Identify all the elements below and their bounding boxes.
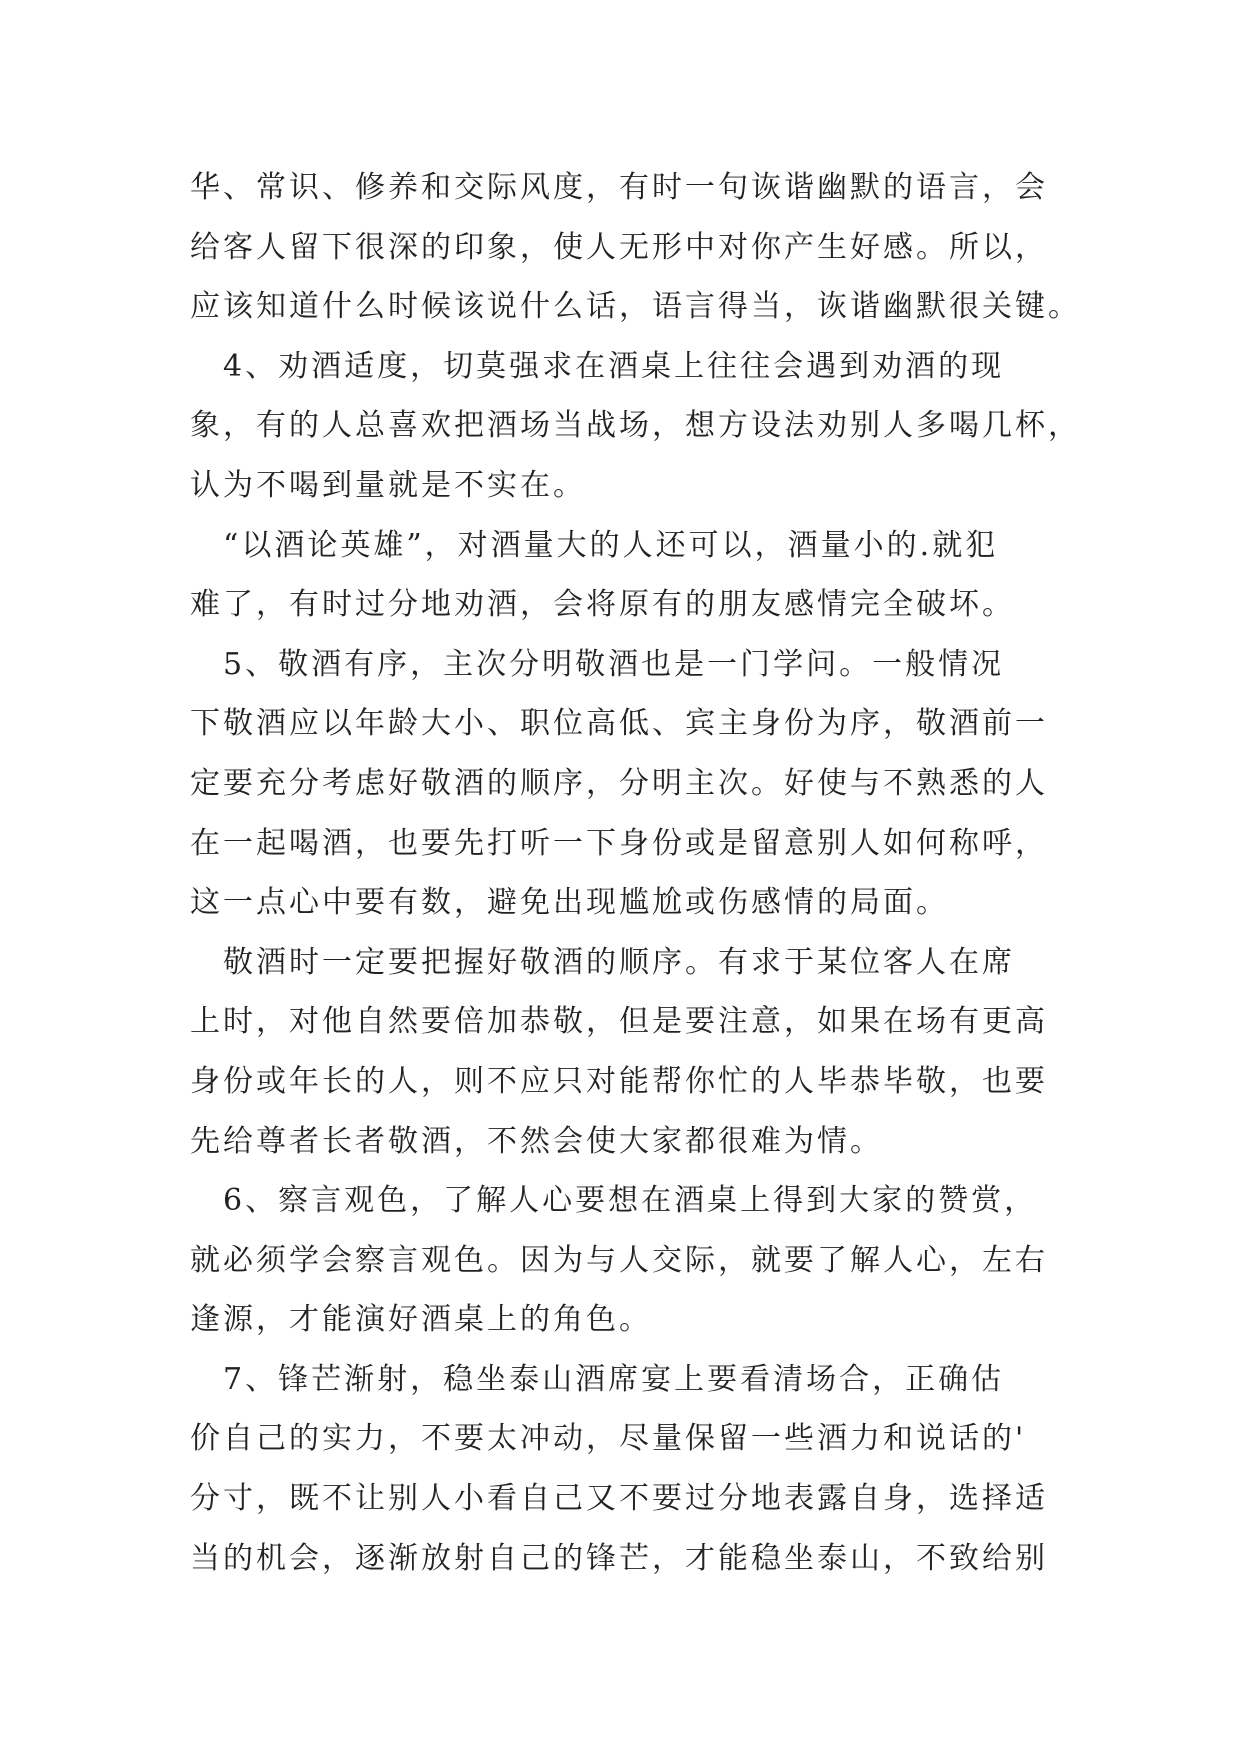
text-line: 上时，对他自然要倍加恭敬，但是要注意，如果在场有更高 xyxy=(190,1004,1048,1040)
text-line: 7、锋芒渐射，稳坐泰山酒席宴上要看清场合，正确估 xyxy=(190,1361,1005,1397)
text-line: 认为不喝到量就是不实在。 xyxy=(190,467,586,503)
document-body xyxy=(190,158,1081,1588)
text-line: 下敬酒应以年龄大小、职位高低、宾主身份为序，敬酒前一 xyxy=(190,706,1048,742)
text-line: 敬酒时一定要把握好敬酒的顺序。有求于某位客人在席 xyxy=(190,944,1015,980)
text-line: 象，有的人总喜欢把酒场当战场，想方设法劝别人多喝几杯， xyxy=(190,408,1081,444)
text-line: 难了，有时过分地劝酒，会将原有的朋友感情完全破坏。 xyxy=(190,587,1015,623)
text-line: 先给尊者长者敬酒，不然会使大家都很难为情。 xyxy=(190,1123,883,1159)
text-line: 身份或年长的人，则不应只对能帮你忙的人毕恭毕敬，也要 xyxy=(190,1063,1048,1099)
text-line: 华、常识、修养和交际风度，有时一句诙谐幽默的语言，会 xyxy=(190,170,1048,205)
text-line: 应该知道什么时候该说什么话，语言得当，诙谐幽默很关键。 xyxy=(190,289,1081,325)
text-line: 5、敬酒有序，主次分明敬酒也是一门学问。一般情况 xyxy=(190,646,1005,682)
text-line: “以酒论英雄”，对酒量大的人还可以，酒量小的.就犯 xyxy=(190,527,999,563)
text-line: 4、劝酒适度，切莫强求在酒桌上往往会遇到劝酒的现 xyxy=(190,348,1005,384)
text-line: 就必须学会察言观色。因为与人交际，就要了解人心，左右 xyxy=(190,1242,1048,1278)
text-line: 定要充分考虑好敬酒的顺序，分明主次。好使与不熟悉的人 xyxy=(190,765,1048,801)
text-line: 逢源，才能演好酒桌上的角色。 xyxy=(190,1302,652,1338)
text-line: 这一点心中要有数，避免出现尴尬或伤感情的局面。 xyxy=(190,885,949,921)
text-line: 价自己的实力，不要太冲动，尽量保留一些酒力和说话的' xyxy=(190,1421,1027,1457)
text-line: 6、察言观色，了解人心要想在酒桌上得到大家的赞赏， xyxy=(190,1183,1038,1219)
text-line: 给客人留下很深的印象，使人无形中对你产生好感。所以， xyxy=(190,229,1048,265)
text-line: 分寸，既不让别人小看自己又不要过分地表露自身，选择适 xyxy=(190,1481,1048,1517)
text-line: 当的机会，逐渐放射自己的锋芒，才能稳坐泰山，不致给别 xyxy=(190,1540,1048,1576)
text-line: 在一起喝酒，也要先打听一下身份或是留意别人如何称呼， xyxy=(190,825,1048,861)
